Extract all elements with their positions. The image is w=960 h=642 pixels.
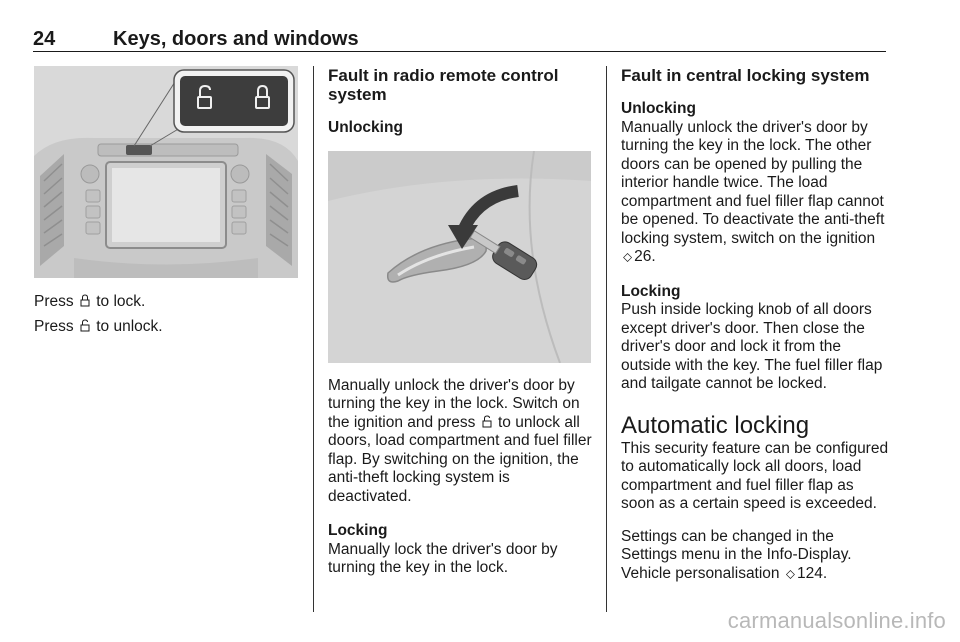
column-1 <box>34 66 300 336</box>
dashboard-figure <box>34 66 298 278</box>
watermark: carmanualsonline.info <box>727 608 946 633</box>
locking-paragraph: Push inside locking knob of all doors except driver's door. Then close the driver's door and lock it from the outside with the key. The fuel filler flap and tailgate cannot be locked. <box>621 301 883 392</box>
column-3 <box>621 66 889 583</box>
locking-paragraph: Manually lock the driver's door by turning the key in the lock. <box>328 540 558 576</box>
page-number: 24 <box>33 28 56 50</box>
unlock-icon <box>482 415 492 428</box>
column-divider <box>313 66 314 612</box>
lock-instruction: Press to lock. <box>34 293 146 310</box>
settings-paragraph: Settings can be changed in the Settings menu in the Info-Display. Vehicle personalisation ⬦ 124. <box>621 527 852 582</box>
page-reference[interactable]: 26. <box>634 248 656 265</box>
section-heading: Fault in radio remote control system <box>328 66 559 104</box>
column-2 <box>328 66 592 578</box>
chapter-title: Keys, doors and windows <box>113 28 359 50</box>
unlock-instruction: Press to unlock. <box>34 317 163 335</box>
page-reference[interactable]: 124. <box>796 564 828 582</box>
page-reference-icon: ⬦ <box>623 249 633 264</box>
locking-heading: Locking <box>621 282 681 300</box>
unlocking-paragraph: Manually unlock the driver's door by turning the key in the lock. Switch on the ignition and press to unlock all doors, load compartment and fuel filler flap. By switching on the ignition, the anti-theft locking system is deactivated. <box>328 376 592 505</box>
unlocking-heading: Unlocking <box>621 100 696 117</box>
unlocking-heading: Unlocking <box>328 119 403 136</box>
page-header <box>33 26 886 52</box>
automatic-locking-heading: Automatic locking <box>621 411 810 439</box>
lock-icon <box>80 294 90 307</box>
unlocking-paragraph: Manually unlock the driver's door by turning the key in the lock. The other doors can be opened by pulling the interior handle twice. The load compartment and fuel filler flap cannot be opened. To deactivate the anti-theft locking system, switch on the ignition ⬦ 26. <box>621 118 885 265</box>
locking-heading: Locking <box>328 522 388 539</box>
unlock-icon <box>80 319 90 332</box>
door-handle-key-figure <box>328 151 591 363</box>
section-heading: Fault in central locking system <box>621 66 870 85</box>
column-divider <box>606 66 607 612</box>
page-reference-icon: ⬦ <box>785 565 795 581</box>
automatic-locking-paragraph: This security feature can be configured to automatically lock all doors, load compartment and fuel filler flap as soon as a certain speed is exceeded. <box>621 439 889 512</box>
